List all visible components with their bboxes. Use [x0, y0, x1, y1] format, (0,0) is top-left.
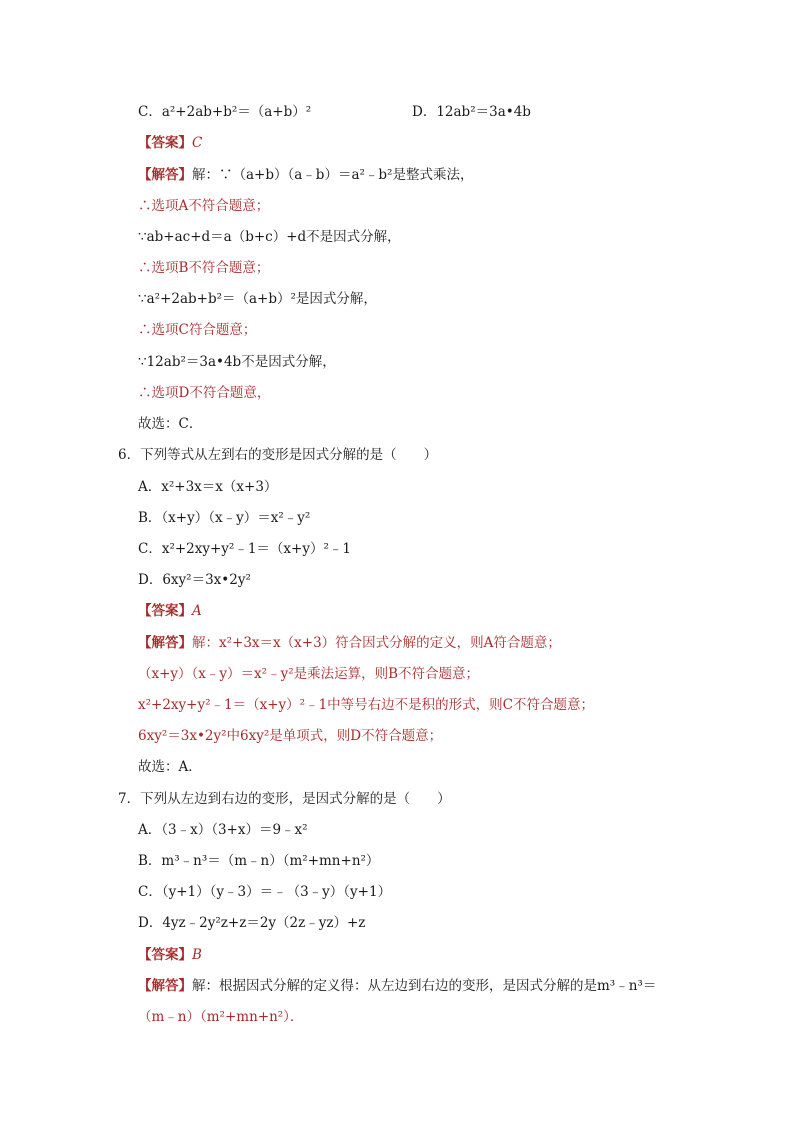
- q7-option-b: B．m³﹣n³＝（m﹣n）（m²+mn+n²）: [138, 853, 380, 869]
- q6-solution-line-5: 故选：A．: [138, 759, 202, 775]
- q5-solution-line-3: ∵ab+ac+d＝a（b+c）+d不是因式分解，: [138, 229, 401, 245]
- q7-solution-line-2: （m﹣n）（m²+mn+n²）．: [138, 1009, 304, 1025]
- q7-option-a: A．（3﹣x）（3+x）＝9﹣x²: [138, 822, 308, 838]
- solution-text: 解：根据因式分解的定义得：从左边到右边的变形，是因式分解的是m³﹣n³＝: [192, 978, 657, 994]
- q7-option-c: C．（y+1）（y﹣3）＝﹣（3﹣y）（y+1）: [138, 884, 392, 900]
- q6-solution-line-4: 6xy²＝3x•2y²中6xy²是单项式，则D不符合题意；: [138, 728, 443, 744]
- q6-option-b: B．（x+y）（x﹣y）＝x²﹣y²: [138, 510, 311, 526]
- solution-text: 解：x²+3x＝x（x+3）符合因式分解的定义，则A符合题意；: [192, 635, 561, 651]
- q7-option-d: D．4yz﹣2y²z+z＝2y（2z﹣yz）+z: [138, 915, 366, 931]
- q6-solution-line-1: [138, 634, 561, 652]
- answer-label: 【答案】: [138, 135, 192, 151]
- q7-stem: 7．下列从左边到右边的变形，是因式分解的是（ ）: [118, 791, 451, 807]
- q5-solution-line-8: ∴选项D不符合题意，: [138, 385, 271, 401]
- q6-solution-line-3: x²+2xy+y²﹣1＝（x+y）²﹣1中等号右边不是积的形式，则C不符合题意；: [138, 697, 594, 713]
- solution-label: 【解答】: [138, 167, 192, 183]
- solution-label: 【解答】: [138, 978, 192, 994]
- q6-stem: 6．下列等式从左到右的变形是因式分解的是（ ）: [118, 447, 438, 463]
- solution-text: 解：∵（a+b）（a﹣b）＝a²﹣b²是整式乘法，: [192, 167, 474, 183]
- answer-label: 【答案】: [138, 947, 192, 963]
- q5-solution-line-2: ∴选项A不符合题意；: [138, 198, 270, 214]
- q5-answer: [138, 134, 202, 152]
- q5-option-c: C．a²+2ab+b²＝（a+b）²: [138, 104, 312, 120]
- solution-label: 【解答】: [138, 635, 192, 651]
- q5-solution-line-5: ∵a²+2ab+b²＝（a+b）²是因式分解，: [138, 291, 377, 307]
- answer-value: B: [192, 947, 202, 963]
- answer-value: A: [192, 603, 202, 619]
- q6-answer: [138, 602, 202, 620]
- q5-solution-line-7: ∵12ab²＝3a•4b不是因式分解，: [138, 354, 336, 370]
- q5-solution-line-4: ∴选项B不符合题意；: [138, 260, 270, 276]
- q5-solution-line-1: [138, 166, 473, 184]
- q5-solution-line-9: 故选：C．: [138, 416, 203, 432]
- answer-value: C: [192, 135, 203, 151]
- q6-solution-line-2: （x+y）（x﹣y）＝x²﹣y²是乘法运算，则B不符合题意；: [138, 666, 480, 682]
- q6-option-a: A．x²+3x＝x（x+3）: [138, 479, 278, 495]
- q7-solution-line-1: [138, 977, 656, 995]
- q6-option-c: C．x²+2xy+y²﹣1＝（x+y）²﹣1: [138, 541, 351, 557]
- q5-option-d: D．12ab²＝3a•4b: [412, 104, 531, 120]
- q5-solution-line-6: ∴选项C符合题意；: [138, 322, 257, 338]
- answer-label: 【答案】: [138, 603, 192, 619]
- q6-option-d: D．6xy²＝3x•2y²: [138, 572, 251, 588]
- q7-answer: [138, 946, 202, 964]
